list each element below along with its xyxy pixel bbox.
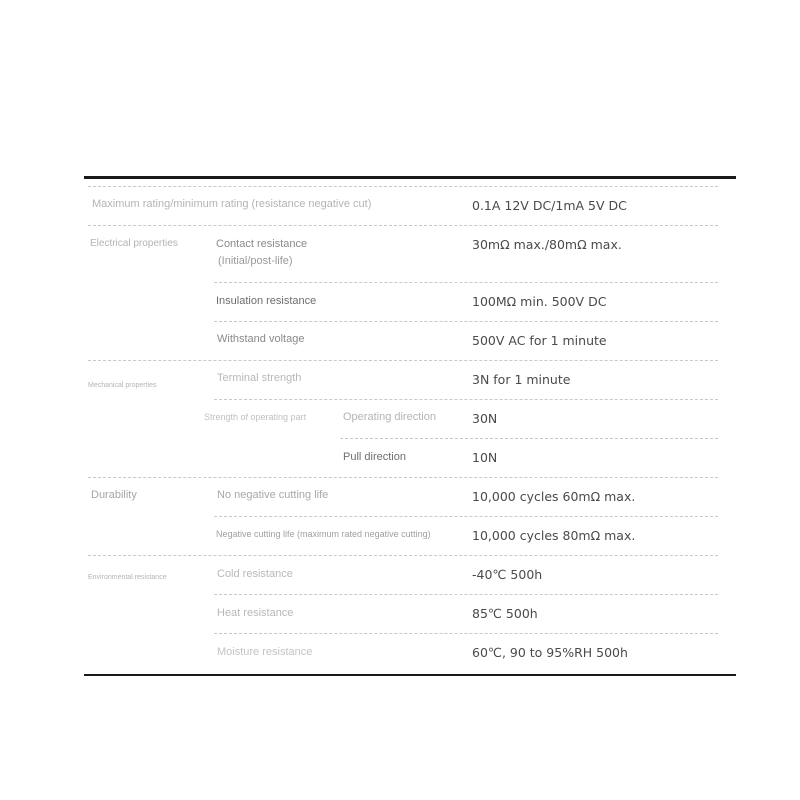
operating-direction-value: 30N (472, 411, 498, 426)
row-divider (88, 186, 718, 187)
terminal-strength-label: Terminal strength (217, 372, 302, 384)
contact-resistance-value: 30mΩ max./80mΩ max. (472, 237, 622, 252)
contact-resistance-sublabel: (Initial/post-life) (218, 255, 293, 267)
operating-direction-label: Operating direction (343, 411, 436, 423)
row-divider (214, 282, 718, 283)
negative-cutting-life-label: Negative cutting life (maximum rated negative cutting) (216, 529, 431, 539)
table-bottom-rule (84, 674, 736, 676)
moisture-resistance-label: Moisture resistance (217, 646, 313, 658)
withstand-voltage-label: Withstand voltage (217, 333, 305, 345)
row-divider (88, 360, 718, 361)
heat-resistance-label: Heat resistance (217, 607, 294, 619)
moisture-resistance-value: 60℃, 90 to 95%RH 500h (472, 645, 628, 660)
row-divider (340, 438, 718, 439)
insulation-resistance-value: 100MΩ min. 500V DC (472, 294, 607, 309)
row-divider (214, 321, 718, 322)
mechanical-properties-label: Mechanical properties (88, 382, 157, 389)
row-divider (214, 633, 718, 634)
cold-resistance-value: -40℃ 500h (472, 567, 543, 582)
row-divider (214, 594, 718, 595)
no-negative-cutting-life-label: No negative cutting life (217, 489, 329, 501)
negative-cutting-life-value: 10,000 cycles 80mΩ max. (472, 528, 636, 543)
operating-part-strength-label: Strength of operating part (204, 412, 307, 422)
contact-resistance-label: Contact resistance (216, 238, 308, 250)
pull-direction-label: Pull direction (343, 451, 406, 463)
pull-direction-value: 10N (472, 450, 498, 465)
table-top-rule (84, 176, 736, 179)
no-negative-cutting-life-value: 10,000 cycles 60mΩ max. (472, 489, 636, 504)
row-divider (88, 225, 718, 226)
environmental-resistance-label: Environmental resistance (88, 574, 167, 581)
row-divider (88, 555, 718, 556)
heat-resistance-value: 85℃ 500h (472, 606, 538, 621)
max-rating-value: 0.1A 12V DC/1mA 5V DC (472, 198, 627, 213)
cold-resistance-label: Cold resistance (217, 568, 293, 580)
durability-label: Durability (91, 489, 137, 501)
row-divider (88, 477, 718, 478)
row-divider (214, 399, 718, 400)
withstand-voltage-value: 500V AC for 1 minute (472, 333, 607, 348)
row-divider (214, 516, 718, 517)
terminal-strength-value: 3N for 1 minute (472, 372, 571, 387)
electrical-properties-label: Electrical properties (90, 238, 178, 249)
insulation-resistance-label: Insulation resistance (216, 295, 317, 307)
max-rating-label: Maximum rating/minimum rating (resistance negative cut) (92, 198, 372, 210)
